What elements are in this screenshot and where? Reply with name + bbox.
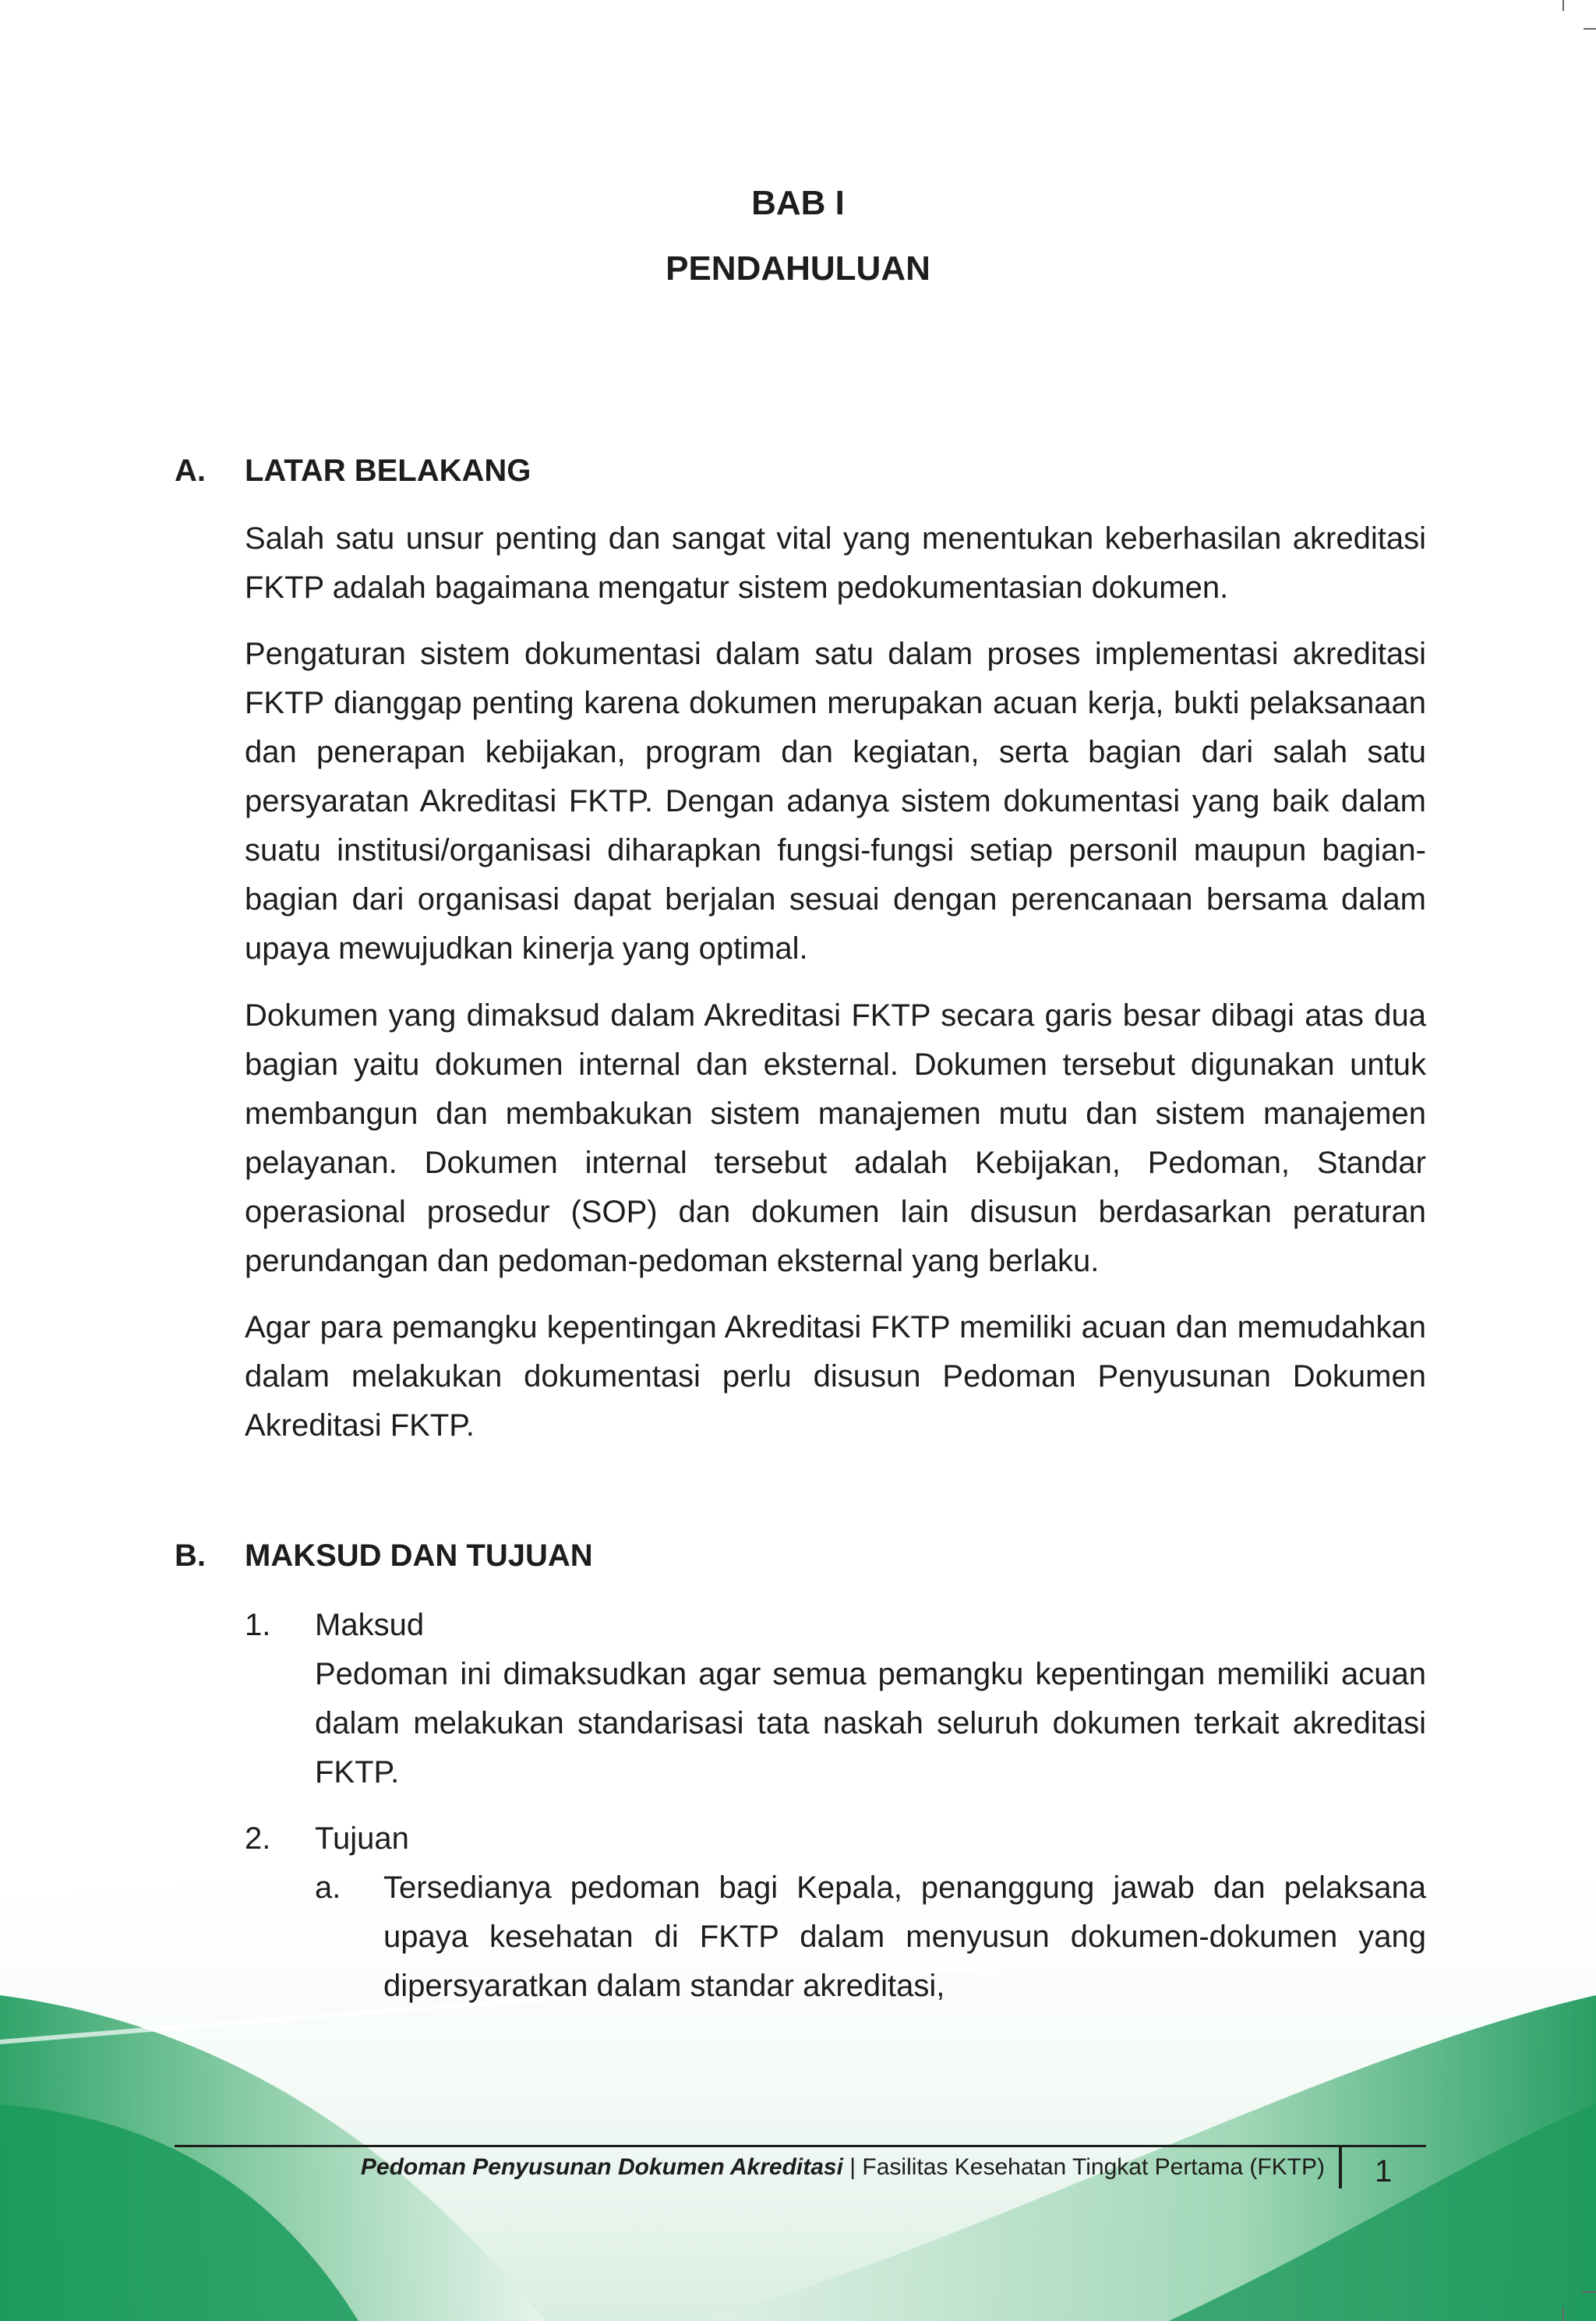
sub-list-item-text: Tersedianya pedoman bagi Kepala, penanggung jawab dan pelaksana upaya kesehatan di FKTP dalam menyusun dokumen-dokumen yang dipersyaratkan dalam standar akreditasi, — [383, 1871, 1426, 2003]
footer-rule — [175, 2145, 1426, 2147]
paragraph: Pengaturan sistem dokumentasi dalam satu dalam proses implementasi akreditasi FKTP dianggap penting karena dokumen merupakan acuan kerja, bukti pelaksanaan dan penerapan kebijakan, program dan kegiatan, serta bagian dari salah satu persyaratan Akreditasi FKTP. Dengan adanya sistem dokumentasi yang baik dalam suatu institusi/organisasi diharapkan fungsi-fungsi setiap personil maupun bagian-bagian dari organisasi dapat berjalan sesuai dengan perencanaan bersama dalam upaya mewujudkan kinerja yang optimal. — [245, 637, 1426, 966]
section-letter: B. — [175, 1539, 206, 1573]
list-number: 1. — [245, 1608, 271, 1642]
section-title: LATAR BELAKANG — [245, 454, 531, 488]
section-letter: A. — [175, 454, 206, 488]
footer-caption — [361, 2154, 1325, 2181]
footer-title: Pedoman Penyusunan Dokumen Akreditasi — [360, 2154, 843, 2180]
page-number: 1 — [1375, 2154, 1393, 2189]
sub-list-letter: a. — [315, 1871, 341, 1905]
footer-divider — [1339, 2146, 1342, 2189]
section-title: MAKSUD DAN TUJUAN — [245, 1539, 593, 1573]
list-item-text: Pedoman ini dimaksudkan agar semua pemangku kepentingan memiliki acuan dalam melakukan standarisasi tata naskah seluruh dokumen terkait akreditasi FKTP. — [315, 1657, 1426, 1789]
list-label: Maksud — [315, 1608, 425, 1642]
footer-subtitle: Fasilitas Kesehatan Tingkat Pertama (FKTP) — [862, 2154, 1325, 2180]
list-label: Tujuan — [315, 1821, 409, 1856]
paragraph: Agar para pemangku kepentingan Akreditasi FKTP memiliki acuan dan memudahkan dalam melakukan dokumentasi perlu disusun Pedoman Penyusunan Dokumen Akreditasi FKTP. — [245, 1310, 1426, 1443]
paragraph: Salah satu unsur penting dan sangat vital yang menentukan keberhasilan akreditasi FKTP adalah bagaimana mengatur sistem pedokumentasian dokumen. — [245, 521, 1426, 605]
chapter-number: BAB I — [751, 184, 845, 222]
paragraph: Dokumen yang dimaksud dalam Akreditasi FKTP secara garis besar dibagi atas dua bagian yaitu dokumen internal dan eksternal. Dokumen tersebut digunakan untuk membangun dan membakukan sistem manajemen mutu dan sistem manajemen pelayanan. Dokumen internal tersebut adalah Kebijakan, Pedoman, Standar operasional prosedur (SOP) dan dokumen lain disusun berdasarkan peraturan perundangan dan pedoman-pedoman eksternal yang berlaku. — [245, 998, 1426, 1278]
list-number: 2. — [245, 1821, 271, 1856]
chapter-title: PENDAHULUAN — [666, 249, 930, 288]
footer-separator: | — [849, 2154, 856, 2180]
